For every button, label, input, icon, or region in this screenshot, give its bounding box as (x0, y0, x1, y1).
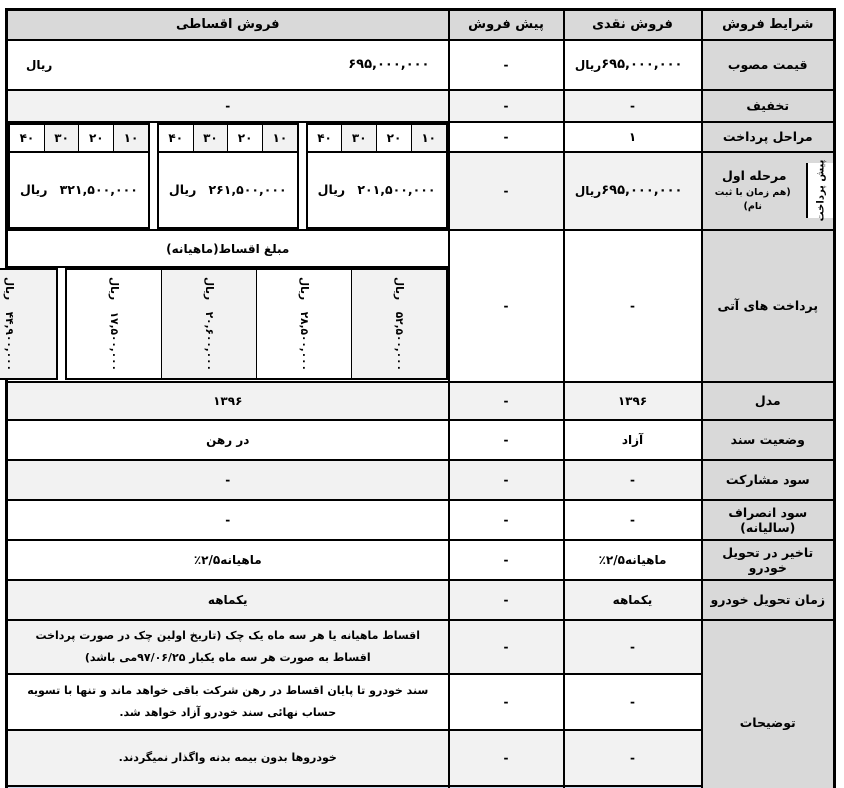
notes-label: توضیحات (702, 620, 835, 788)
first-stage-cash-amount: ۶۹۵,۰۰۰,۰۰۰ (601, 183, 683, 198)
plan1-stage-40: ۴۰ (317, 130, 332, 145)
plan3-stage-10: ۱۰ (113, 125, 148, 151)
discount-cash-cell: - (564, 90, 702, 122)
discount-installment-cell: - (7, 90, 449, 122)
model-row (7, 382, 835, 420)
first-stage-label (703, 163, 807, 218)
participation-profit-row (7, 460, 835, 500)
header-presale: پیش فروش (449, 10, 564, 40)
plan3-first-stage-amount (10, 153, 148, 227)
delivery-time-label: زمان تحویل خودرو (702, 580, 835, 620)
monthly-group-2 (0, 268, 58, 380)
participation-profit-presale-cell: - (449, 460, 564, 500)
cancellation-profit-installment-cell: - (7, 500, 449, 540)
discount-presale-cell: - (449, 90, 564, 122)
delay-percent: ٪۲/۵ (193, 552, 221, 567)
header-cash-sale: فروش نقدی (564, 10, 702, 40)
header-installment-sale: فروش اقساطی (7, 10, 449, 40)
note3-text: خودروها بدون بیمه بدنه واگذار نمیگردند. (7, 730, 449, 786)
delivery-time-cash-cell: یکماهه (564, 580, 702, 620)
participation-profit-installment-cell: - (7, 460, 449, 500)
currency-label: ریال (297, 276, 310, 300)
plan3-stage-40: ۴۰ (19, 130, 35, 145)
currency-label: ریال (107, 276, 120, 300)
payment-stages-row (7, 122, 835, 152)
plan2-first-stage-amount (159, 153, 297, 227)
plan2-amount-value: ۲۶۱,۵۰۰,۰۰۰ (208, 182, 287, 197)
doc-status-cash-cell: آزاد (564, 420, 702, 460)
monthly-plan1-40 (67, 270, 161, 378)
discount-row (7, 90, 835, 122)
plan1-stage-30: ۳۰ (341, 125, 376, 151)
note1-cash-cell: - (564, 620, 702, 674)
delivery-delay-presale-cell: - (449, 540, 564, 580)
plan3-stage-percents (10, 125, 148, 153)
payment-stages-cash-cell: ۱ (564, 122, 702, 152)
cancellation-profit-row (7, 500, 835, 540)
cancellation-profit-label: سود انصراف (سالیانه) (702, 500, 835, 540)
currency-label: ریال (20, 182, 48, 197)
model-label: مدل (702, 382, 835, 420)
installment-plan-group-3 (8, 123, 150, 229)
installment-plan-group-2 (157, 123, 299, 229)
plan2-stage-30: ۳۰ (193, 125, 228, 151)
doc-status-row (7, 420, 835, 460)
payment-stages-presale-cell: - (449, 122, 564, 152)
plan3-amount-value: ۳۲۱,۵۰۰,۰۰۰ (59, 182, 138, 197)
future-payments-label: پرداخت های آتی (702, 230, 835, 382)
monthly-installments-header: مبلغ اقساط(ماهیانه) (8, 232, 448, 268)
monthly-value: ۲۸,۵۰۰,۰۰۰ (297, 311, 310, 371)
plan1-first-stage-amount (308, 153, 446, 227)
down-payment-side-cell (806, 159, 833, 222)
model-cash-cell: ۱۳۹۶ (564, 382, 702, 420)
cancellation-profit-cash-cell: - (564, 500, 702, 540)
plan2-stage-40: ۴۰ (168, 130, 184, 145)
model-installment-cell: ۱۳۹۶ (7, 382, 449, 420)
monthly-plan1-30 (161, 270, 256, 378)
plan1-amount-value: ۲۰۱,۵۰۰,۰۰۰ (357, 182, 436, 197)
future-payments-cash-cell: - (564, 230, 702, 382)
delivery-delay-installment-cell (7, 540, 449, 580)
discount-label: تخفیف (702, 90, 835, 122)
plan2-stage-percents (159, 125, 297, 153)
monthly-installments-cell (2, 230, 449, 382)
doc-status-presale-cell: - (449, 420, 564, 460)
note1-presale-cell: - (449, 620, 564, 674)
future-payments-row (7, 230, 835, 382)
note-row-1 (7, 620, 835, 674)
installment-plan-group-1 (306, 123, 448, 229)
currency-label: ریال (574, 183, 602, 198)
note2-cash-cell: - (564, 674, 702, 730)
price-installment-amount: ۶۹۵,۰۰۰,۰۰۰ (348, 57, 430, 72)
plan2-stage-20: ۲۰ (227, 125, 262, 151)
plan3-stage-30: ۳۰ (44, 125, 79, 151)
monthly-group-1 (65, 268, 448, 380)
header-conditions: شرایط فروش (702, 10, 835, 40)
currency-label: ریال (392, 276, 405, 300)
doc-status-label: وضعیت سند (702, 420, 835, 460)
monthly-value: ۴۴,۹۰۰,۰۰۰ (2, 311, 15, 371)
first-stage-subtitle: (هم زمان با ثبت نام) (714, 186, 791, 212)
delivery-delay-cash-cell (564, 540, 702, 580)
currency-label: ریال (574, 57, 602, 72)
note2-text: سند خودرو تا پایان اقساط در رهن شرکت باقی خواهد ماند و تنها با تسویه حساب نهائی سند خودرو آزاد خواهد شد. (7, 674, 449, 730)
delivery-time-installment-cell: یکماهه (7, 580, 449, 620)
plan2-stage-10: ۱۰ (262, 125, 297, 151)
delivery-time-row (7, 580, 835, 620)
installment-plans-cell (7, 122, 449, 230)
currency-label: ریال (2, 276, 15, 300)
monthly-value: ۵۲,۵۰۰,۰۰۰ (392, 311, 405, 371)
currency-label: ریال (317, 182, 346, 197)
note3-presale-cell: - (449, 730, 564, 786)
note2-presale-cell: - (449, 674, 564, 730)
monthly-plan1-10 (351, 270, 446, 378)
delivery-time-presale-cell: - (449, 580, 564, 620)
future-payments-presale-cell: - (449, 230, 564, 382)
plan1-stage-20: ۲۰ (376, 125, 411, 151)
currency-label: ریال (26, 57, 53, 72)
price-label: قیمت مصوب (702, 40, 835, 90)
price-presale-cell: - (449, 40, 564, 90)
doc-status-installment-cell: در رهن (7, 420, 449, 460)
currency-label: ریال (202, 276, 215, 300)
sales-conditions-table (2, 8, 836, 788)
price-cash-amount: ۶۹۵,۰۰۰,۰۰۰ (601, 57, 683, 72)
cancellation-profit-presale-cell: - (449, 500, 564, 540)
delay-suffix: ماهیانه (220, 552, 262, 567)
participation-profit-label: سود مشارکت (702, 460, 835, 500)
delivery-delay-label: تاخیر در تحویل خودرو (702, 540, 835, 580)
first-stage-title: مرحله اول (722, 167, 787, 183)
down-payment-rotated-label: پیش پرداخت (814, 159, 826, 222)
monthly-plan1-20 (256, 270, 351, 378)
header-row (7, 10, 835, 40)
installment-plan-groups (8, 123, 448, 229)
first-stage-label-cell (702, 152, 835, 230)
note1-text: اقساط ماهیانه یا هر سه ماه یک چک (تاریخ اولین چک در صورت پرداخت اقساط به صورت هر سه ماه یکبار ۹۷/۰۶/۲۵می باشد) (7, 620, 449, 674)
price-row (7, 40, 835, 90)
first-stage-cash-cell (564, 152, 702, 230)
delay-suffix: ماهیانه (624, 552, 667, 567)
currency-label: ریال (168, 182, 197, 197)
model-presale-cell: - (449, 382, 564, 420)
monthly-value: ۱۷,۵۰۰,۰۰۰ (107, 311, 120, 371)
delivery-delay-row (7, 540, 835, 580)
plan1-stage-10: ۱۰ (411, 125, 446, 151)
note3-cash-cell: - (564, 730, 702, 786)
monthly-value: ۲۰,۶۰۰,۰۰۰ (202, 311, 215, 371)
payment-stages-label: مراحل پرداخت (702, 122, 835, 152)
price-cash-cell (564, 40, 702, 90)
monthly-plan2-10 (0, 270, 56, 378)
plan1-stage-percents (308, 125, 446, 153)
first-stage-presale-cell: - (449, 152, 564, 230)
delay-percent: ٪۲/۵ (598, 552, 625, 567)
plan3-stage-20: ۲۰ (78, 125, 113, 151)
participation-profit-cash-cell: - (564, 460, 702, 500)
price-installment-cell (7, 40, 449, 90)
monthly-installment-groups (2, 268, 448, 380)
